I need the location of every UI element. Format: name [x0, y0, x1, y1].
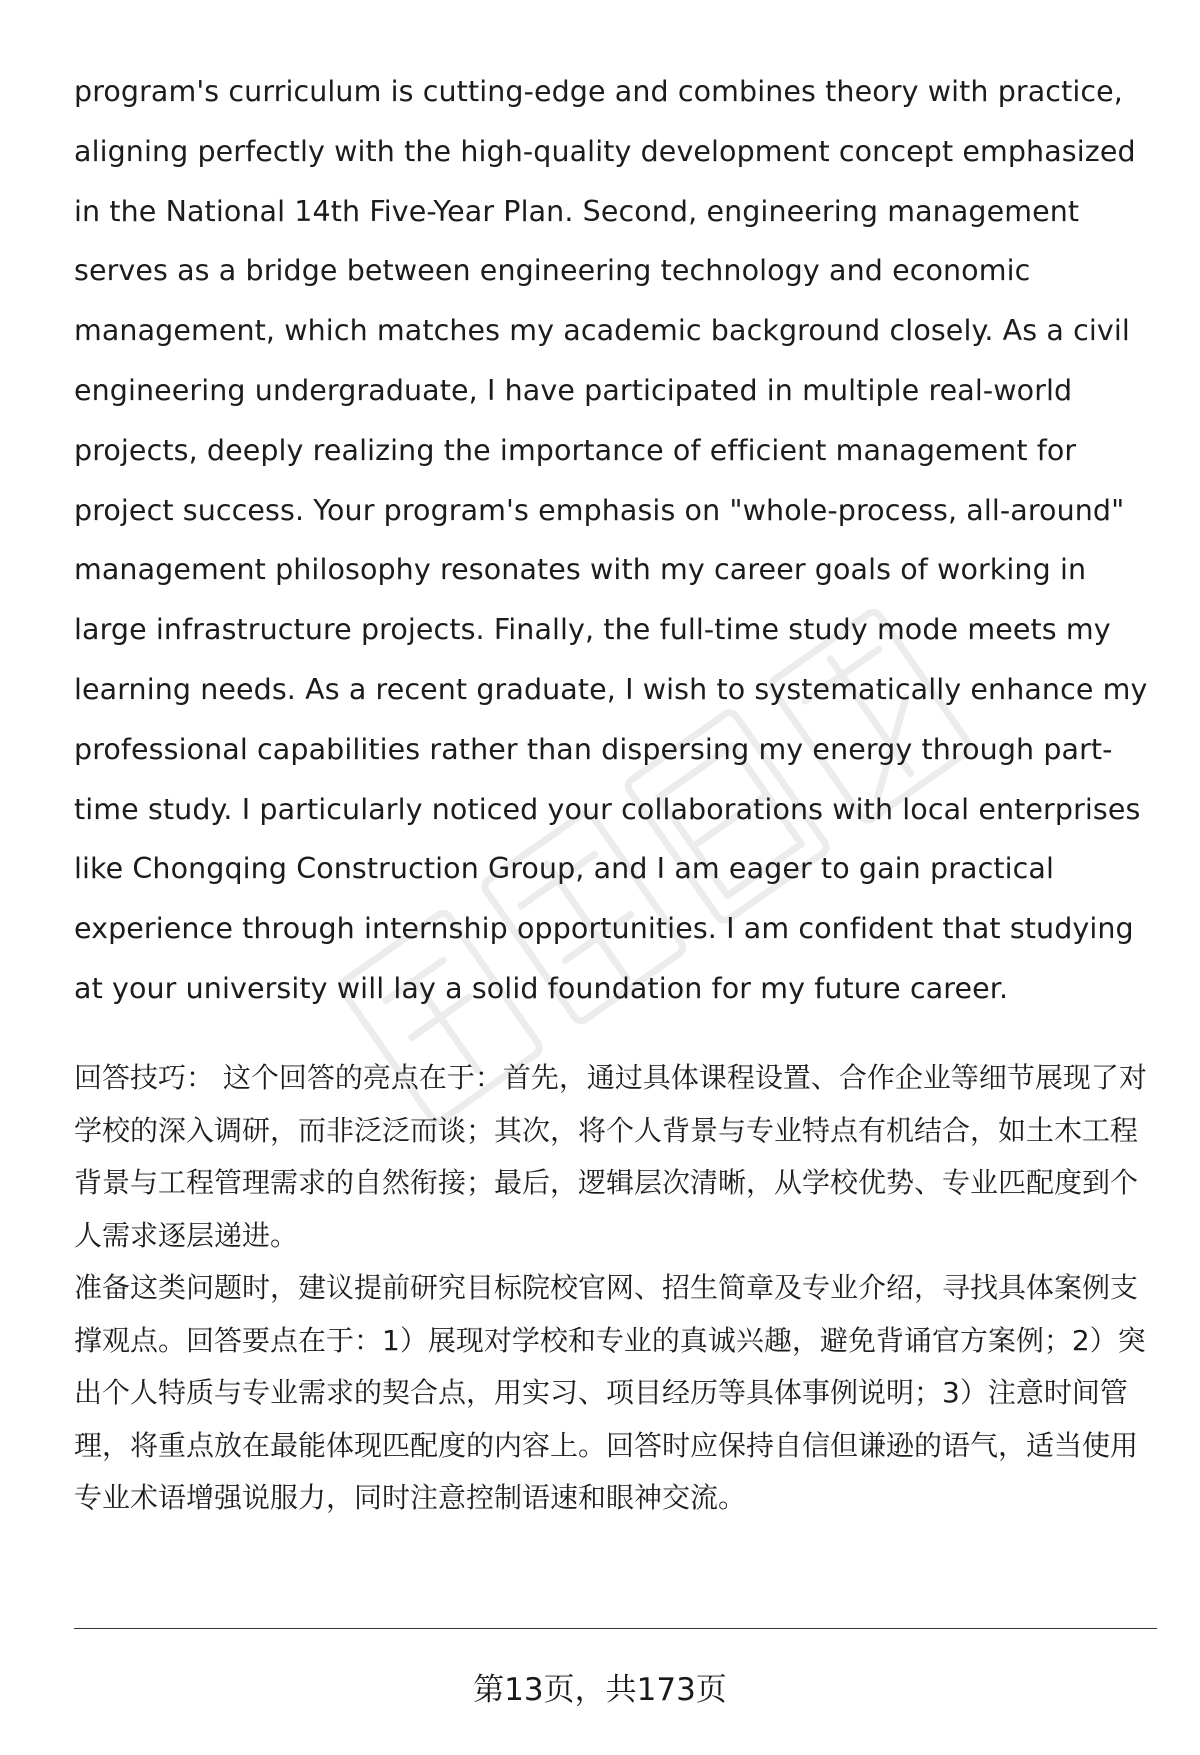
english-answer-text [74, 62, 1160, 1019]
page-number: 第13页，共173页 [473, 1672, 727, 1708]
tips-paragraph: 回答技巧： 这个回答的亮点在于：首先，通过具体课程设置、合作企业等细节展现了对学校的深入调研，而非泛泛而谈；其次，将个人背景与专业特点有机结合，如土木工程背景与工程管理需求的自然衔接；最后，逻辑层次清晰，从学校优势、专业匹配度到个人需求逐层递进。 [74, 1061, 1147, 1252]
english-paragraph: program's curriculum is cutting-edge and combines theory with practice, aligning perfectly with the high-quality development concept emphasized in the National 14th Five-Year Plan. Second, engineering management serves as a bridge between engineering technology and economic management, which matches my academic background closely. As a civil engineering undergraduate, I have participated in multiple real-world projects, deeply realizing the importance of efficient management for project success. Your program's emphasis on "whole-process, all-around" management philosophy resonates with my career goals of working in large infrastructure projects. Finally, the full-time study mode meets my learning needs. As a recent graduate, I wish to systematically enhance my professional capabilities rather than dispersing my energy through part-time study. I particularly noticed your collaborations with local enterprises like Chongqing Construction Group, and I am eager to gain practical experience through internship opportunities. I am confident that studying at your university will lay a solid foundation for my future career. [74, 75, 1148, 1005]
preparation-paragraph: 准备这类问题时，建议提前研究目标院校官网、招生简章及专业介绍，寻找具体案例支撑观点。回答要点在于：1）展现对学校和专业的真诚兴趣，避免背诵官方案例；2）突出个人特质与专业需求的契合点，用实习、项目经历等具体事例说明；3）注意时间管理，将重点放在最能体现匹配度的内容上。回答时应保持自信但谦逊的语气，适当使用专业术语增强说服力，同时注意控制语速和眼神交流。 [74, 1271, 1146, 1514]
chinese-commentary [74, 1052, 1164, 1525]
footer-divider [74, 1628, 1157, 1629]
